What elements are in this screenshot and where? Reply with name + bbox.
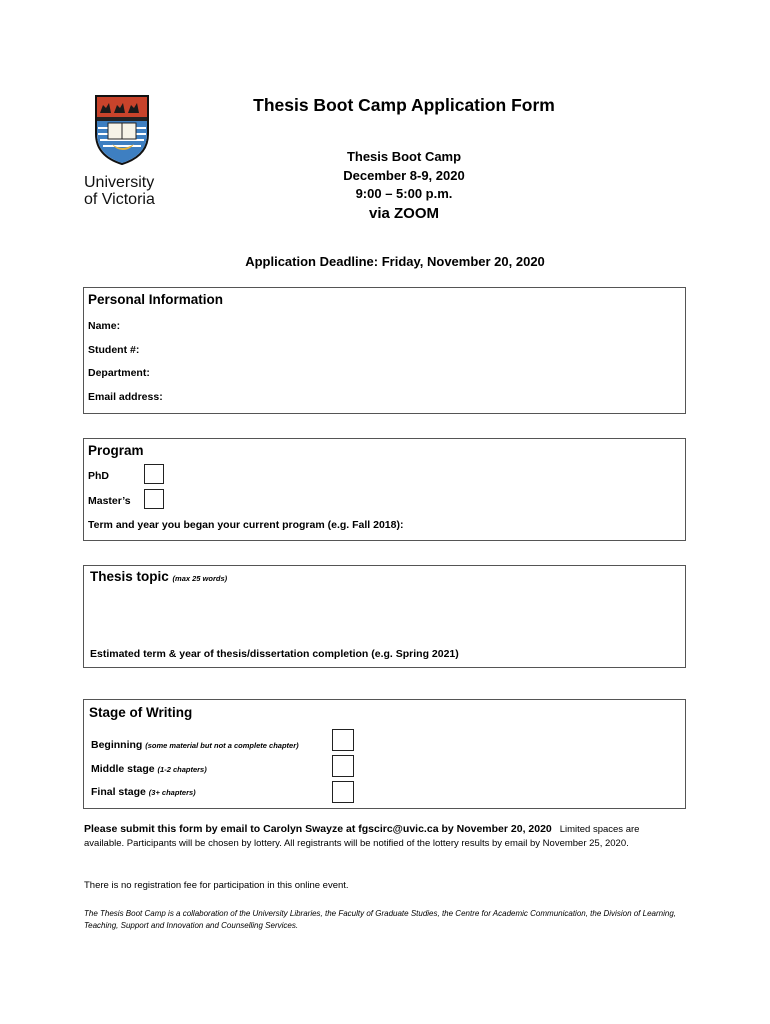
beginning-label: Beginning	[91, 739, 143, 751]
submission-instructions-rest: Limited spaces are available. Participants will be chosen by lottery. All registrants will be notified of the lottery results by email by November 25, 2020.	[84, 824, 640, 849]
final-option	[91, 786, 196, 798]
beginning-note: (some material but not a complete chapter)	[145, 741, 299, 750]
stage-of-writing-section	[83, 699, 686, 809]
middle-option	[91, 763, 207, 775]
thesis-topic-note: (max 25 words)	[172, 574, 228, 583]
collaboration-footer: The Thesis Boot Camp is a collaboration of the University Libraries, the Faculty of Graduate Studies, the Centre for Academic Communication, the Division of Learning, Teaching, Support and Innovation and Counselling Services.	[84, 909, 676, 930]
masters-checkbox[interactable]	[144, 489, 164, 509]
thesis-topic-title: Thesis topic	[90, 569, 169, 584]
event-time: 9:00 – 5:00 p.m.	[355, 186, 453, 201]
program-section	[83, 438, 686, 541]
wordmark-line2: of Victoria	[84, 191, 155, 208]
term-started-field[interactable]: Term and year you began your current program (e.g. Fall 2018):	[88, 519, 404, 531]
form-title: Thesis Boot Camp Application Form	[253, 95, 555, 115]
personal-information-section	[83, 287, 686, 414]
thesis-topic-heading	[90, 569, 227, 584]
stage-heading: Stage of Writing	[89, 705, 193, 720]
department-field[interactable]: Department:	[88, 367, 150, 379]
personal-heading: Personal Information	[88, 292, 224, 307]
final-label: Final stage	[91, 786, 146, 798]
submission-instructions-bold: Please submit this form by email to Carolyn Swayze at fgscirc@uvic.ca by November 20, 2020	[84, 823, 552, 835]
final-note: (3+ chapters)	[148, 788, 196, 797]
registration-fee-note: There is no registration fee for participation in this online event.	[84, 880, 349, 891]
final-checkbox[interactable]	[332, 781, 354, 803]
beginning-option	[91, 739, 299, 751]
program-heading: Program	[88, 443, 144, 458]
student-number-field[interactable]: Student #:	[88, 344, 140, 356]
masters-label: Master’s	[88, 495, 131, 507]
completion-estimate-field[interactable]: Estimated term & year of thesis/dissertation completion (e.g. Spring 2021)	[90, 648, 459, 660]
middle-note: (1-2 chapters)	[157, 765, 207, 774]
event-venue: via ZOOM	[368, 205, 439, 222]
name-field[interactable]: Name:	[88, 320, 121, 332]
phd-label: PhD	[88, 470, 109, 482]
phd-checkbox[interactable]	[144, 464, 164, 484]
thesis-topic-section	[83, 565, 686, 668]
middle-checkbox[interactable]	[332, 755, 354, 777]
wordmark-line1: University	[84, 174, 155, 191]
application-deadline: Application Deadline: Friday, November 20, 2020	[245, 254, 545, 269]
beginning-checkbox[interactable]	[332, 729, 354, 751]
middle-label: Middle stage	[91, 763, 155, 775]
submission-instructions	[84, 822, 674, 851]
email-field[interactable]: Email address:	[88, 391, 163, 403]
event-dates: December 8-9, 2020	[343, 168, 465, 183]
event-name: Thesis Boot Camp	[346, 149, 462, 164]
